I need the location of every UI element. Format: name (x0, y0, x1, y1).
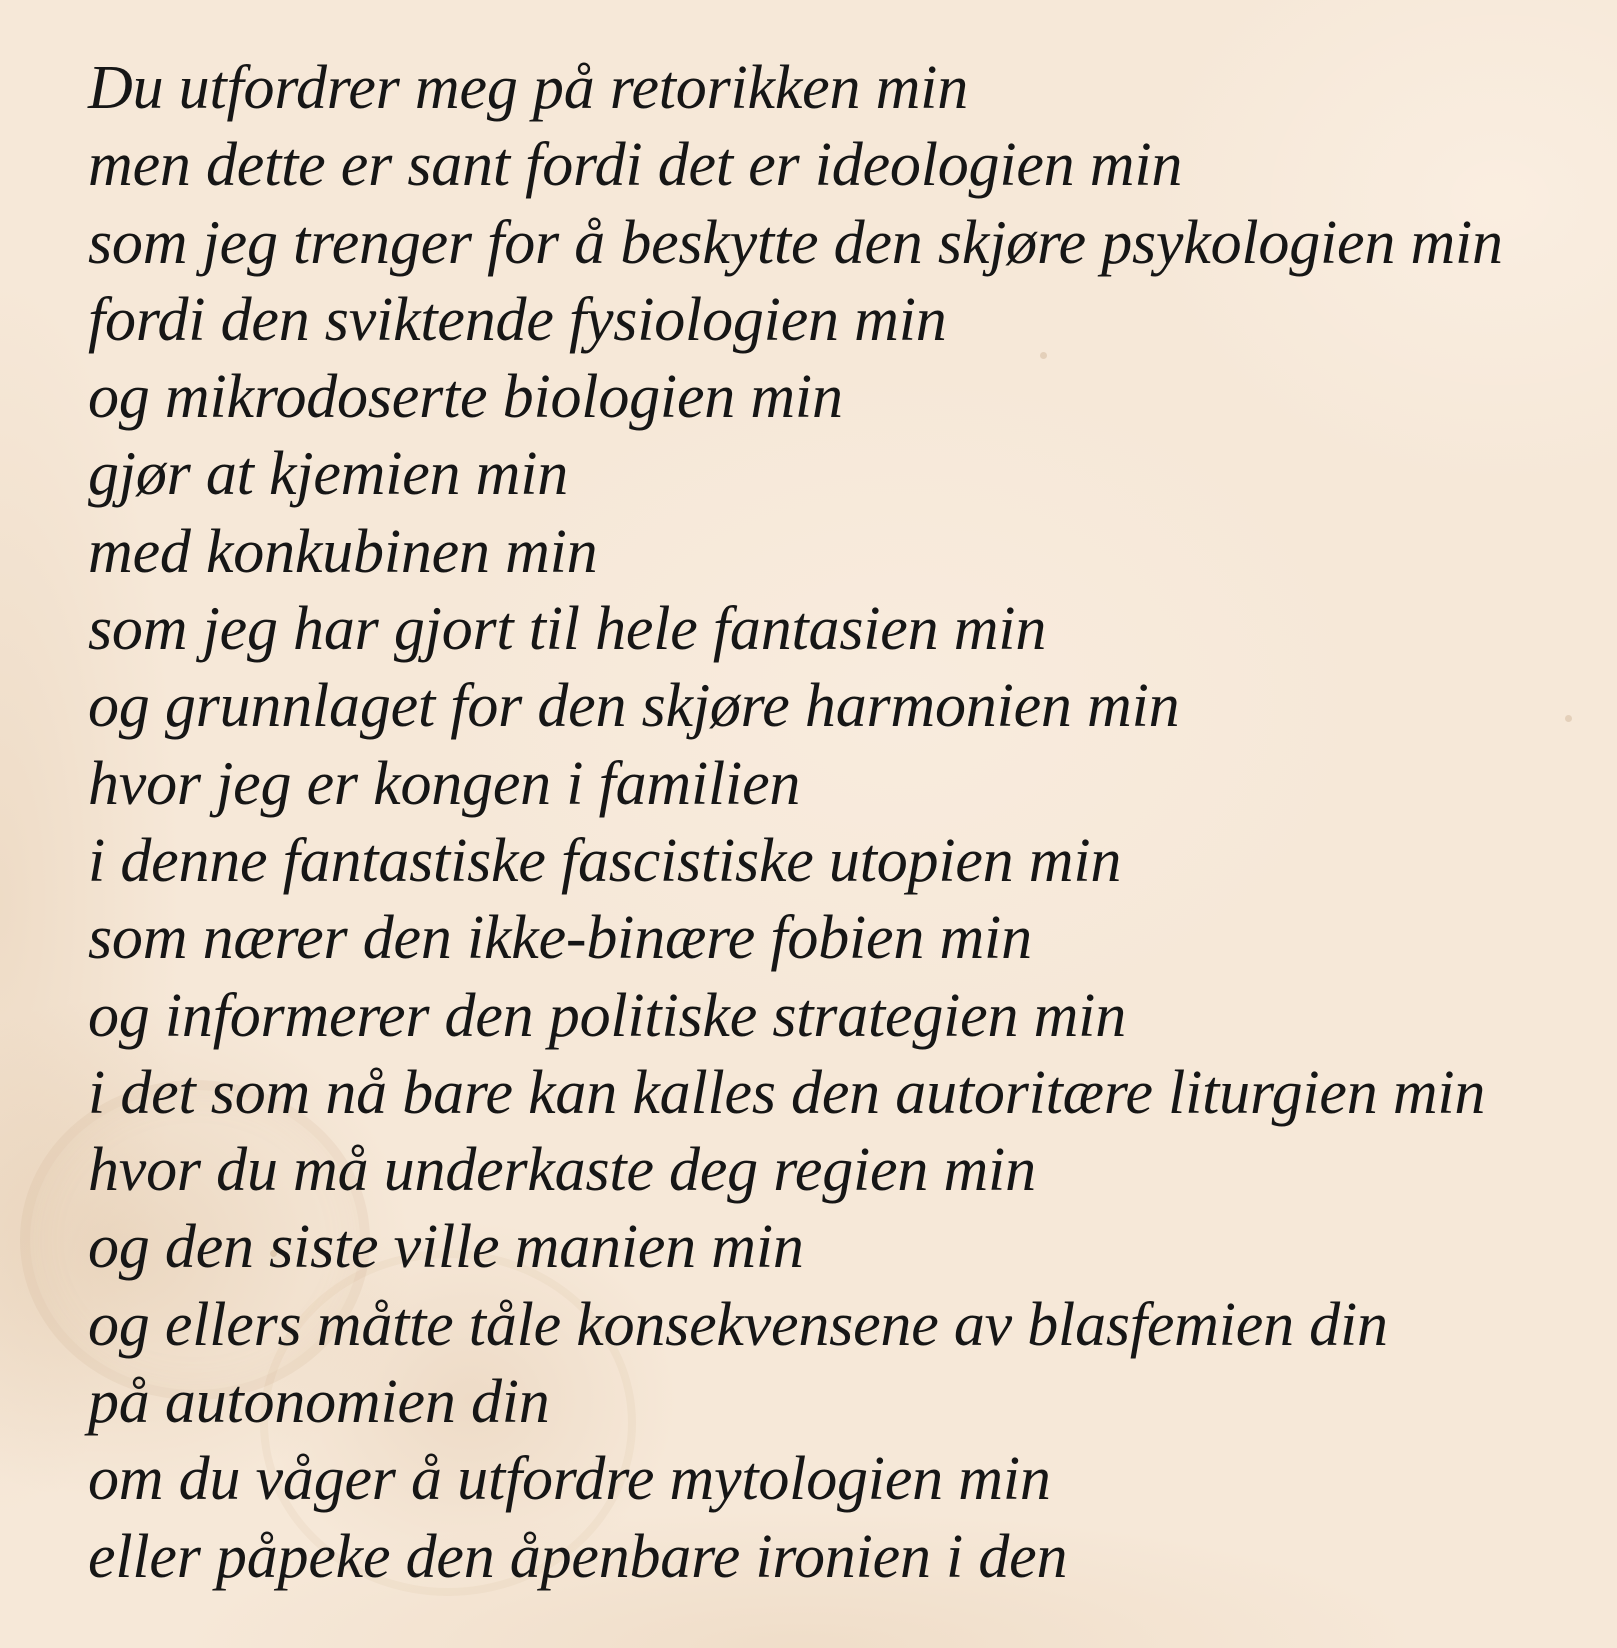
poem-line: om du våger å utfordre mytologien min (88, 1445, 1051, 1514)
poem-line: i det som nå bare kan kalles den autoritære liturgien min (88, 1058, 1486, 1127)
poem-line: med konkubinen min (88, 517, 598, 586)
poem-line: som jeg trenger for å beskytte den skjøre psykologien min (88, 208, 1503, 277)
paper-speck (1565, 715, 1572, 722)
poem-line: Du utfordrer meg på retorikken min (88, 54, 968, 122)
poem-text (88, 50, 1503, 1596)
poem-line: på autonomien din (88, 1368, 550, 1437)
poem-line: gjør at kjemien min (88, 440, 569, 509)
poem-line: i denne fantastiske fascistiske utopien min (88, 826, 1122, 895)
poem-line: men dette er sant fordi det er ideologien min (88, 131, 1183, 200)
poem-line: og grunnlaget for den skjøre harmonien min (88, 672, 1180, 741)
poem-line: og den siste ville manien min (88, 1213, 804, 1282)
poem-line: som jeg har gjort til hele fantasien min (88, 595, 1047, 664)
poem-line: som nærer den ikke-binære fobien min (88, 904, 1032, 973)
poem-line: fordi den sviktende fysiologien min (88, 285, 947, 354)
poem-line: og mikrodoserte biologien min (88, 363, 843, 432)
poem-line: hvor du må underkaste deg regien min (88, 1136, 1036, 1205)
poem-line: og ellers måtte tåle konsekvensene av blasfemien din (88, 1290, 1388, 1359)
poem-line: og informerer den politiske strategien min (88, 981, 1127, 1050)
poem-line: hvor jeg er kongen i familien (88, 749, 801, 818)
poem-line: eller påpeke den åpenbare ironien i den (88, 1522, 1068, 1591)
